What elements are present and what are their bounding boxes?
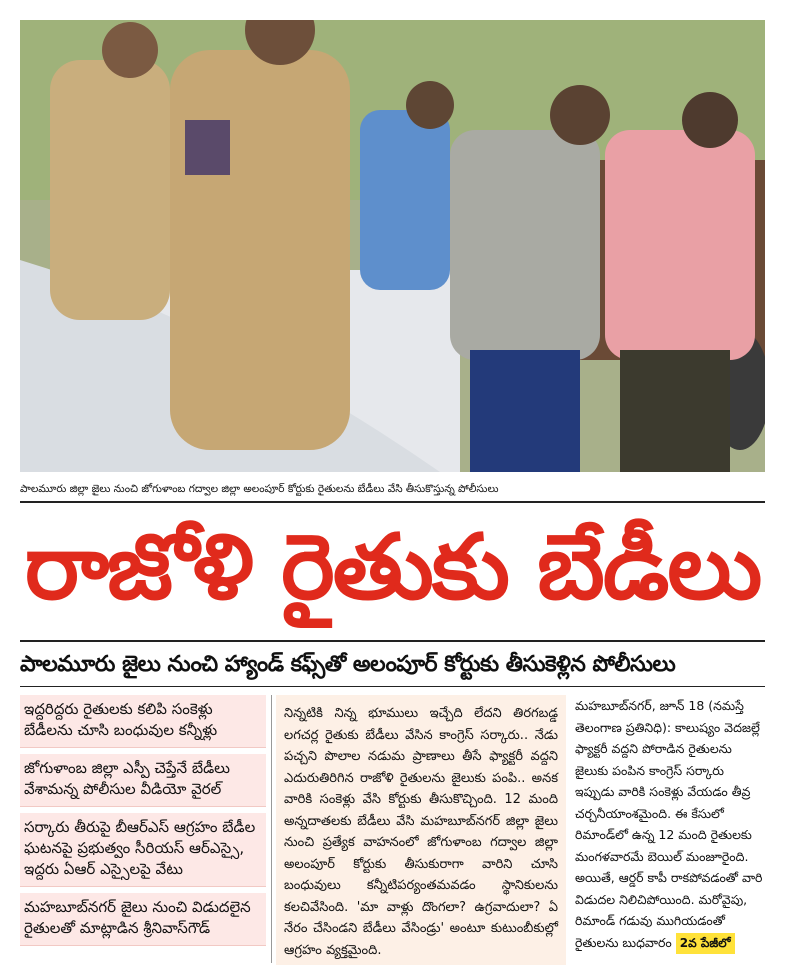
story-body: మహబూబ్‌నగర్, జూన్ 18 (నమస్తే తెలంగాణ ప్రతినిధి): కాలుష్యం వెదజల్లే ఫ్యాక్టరీ వద్దని పోరాడిన రైతులను జైలుకు పంపిన కాంగ్రెస్ సర్కారు ఇప్పుడు వారికి సంకెళ్లు వేయడం తీవ్ర చర్చనీయాంశమైంది. ఈ కేసులో రిమాండ్‌లో ఉన్న 12 మంది రైతులకు మంగళవారమే బెయిల్ మంజూరైంది. అయితే, ఆర్డర్ కాపీ రాకపోవడంతో వారి విడుదల నిలిచిపోయింది. మరోవైపు, రిమాండ్ గడువు ముగియడంతో రైతులను బుధవారం — [575, 698, 763, 950]
subheadline: పాలమూరు జైలు నుంచి హ్యాండ్ కఫ్స్‌తో అలంపూర్ కోర్టుకు తీసుకెళ్లిన పోలీసులు — [20, 652, 676, 677]
highlight-item: జోగుళాంబ జిల్లా ఎస్పీ చెప్తేనే బేడీలు వేశామన్న పోలీసుల వీడియో వైరల్ — [20, 754, 266, 807]
lead-paragraph: నిన్నటికి నిన్న భూములు ఇచ్చేది లేదని తిరగబడ్డ లగచర్ల రైతుకు బేడీలు వేసిన కాంగ్రెస్ సర్కారు.. నేడు పచ్చని పొలాల నడుమ ప్రాణాలు తీసే ఫ్యాక్టరీ వద్దని ఎదురుతిరిగిన రాజోళి రైతులను జైలుకు పంపి.. అనక వారికి సంకెళ్లు వేసి కోర్టుకు తీసుకొచ్చింది. 12 మంది అన్నదాతలకు బేడీలు వేసి మహబూబ్‌నగర్ జిల్లా జైలు నుంచి ప్రత్యేక వాహనంలో జోగుళాంబ గద్వాల జిల్లా అలంపూర్ కోర్టుకు తీసుకురాగా వారిని చూసి బంధువులు కన్నీటిపర్యంతమవడం స్థానికులను కలచివేసింది. 'మా వాళ్లు దొంగలా? ఉగ్రవాదులా? ఏ నేరం చేసిండని బేడీలు వేసిండ్రు' అంటూ కుటుంబీకుల్లో ఆగ్రహం వ్యక్తమైంది. — [284, 706, 558, 958]
continued-badge[interactable]: 2వ పేజీలో — [676, 933, 735, 955]
story-column — [575, 695, 765, 963]
divider — [20, 640, 765, 642]
highlight-item: ఇద్దరిద్దరు రైతులకు కలిపి సంకెళ్లు బేడీలను చూసి బంధువుల కన్నీళ్లు — [20, 695, 266, 748]
photo-caption: పాలమూరు జిల్లా జైలు నుంచి జోగుళాంబ గద్వాల జిల్లా అలంపూర్ కోర్టుకు రైతులను బేడీలు వేసి తీసుకొస్తున్న పోలీసులు — [20, 477, 765, 503]
lead-paragraph-box — [276, 695, 566, 965]
highlight-item: సర్కారు తీరుపై బీఆర్ఎస్ ఆగ్రహం బేడీల ఘటనపై ప్రభుత్వం సీరియస్ ఆర్ఎస్సై, ఇద్దరు ఏఆర్ ఎస్సైలపై వేటు — [20, 813, 266, 887]
highlight-item: మహబూబ్‌నగర్ జైలు నుంచి విడుదలైన రైతులతో మాట్లాడిన శ్రీనివాస్‌గౌడ్ — [20, 893, 266, 946]
highlights-sidebar — [20, 695, 266, 963]
news-photo — [20, 20, 765, 472]
police-escorting-farmers-photo — [20, 20, 765, 472]
divider — [20, 686, 765, 687]
headline: రాజోళి రైతుకు బేడీలు — [24, 515, 761, 620]
column-divider — [271, 695, 272, 963]
